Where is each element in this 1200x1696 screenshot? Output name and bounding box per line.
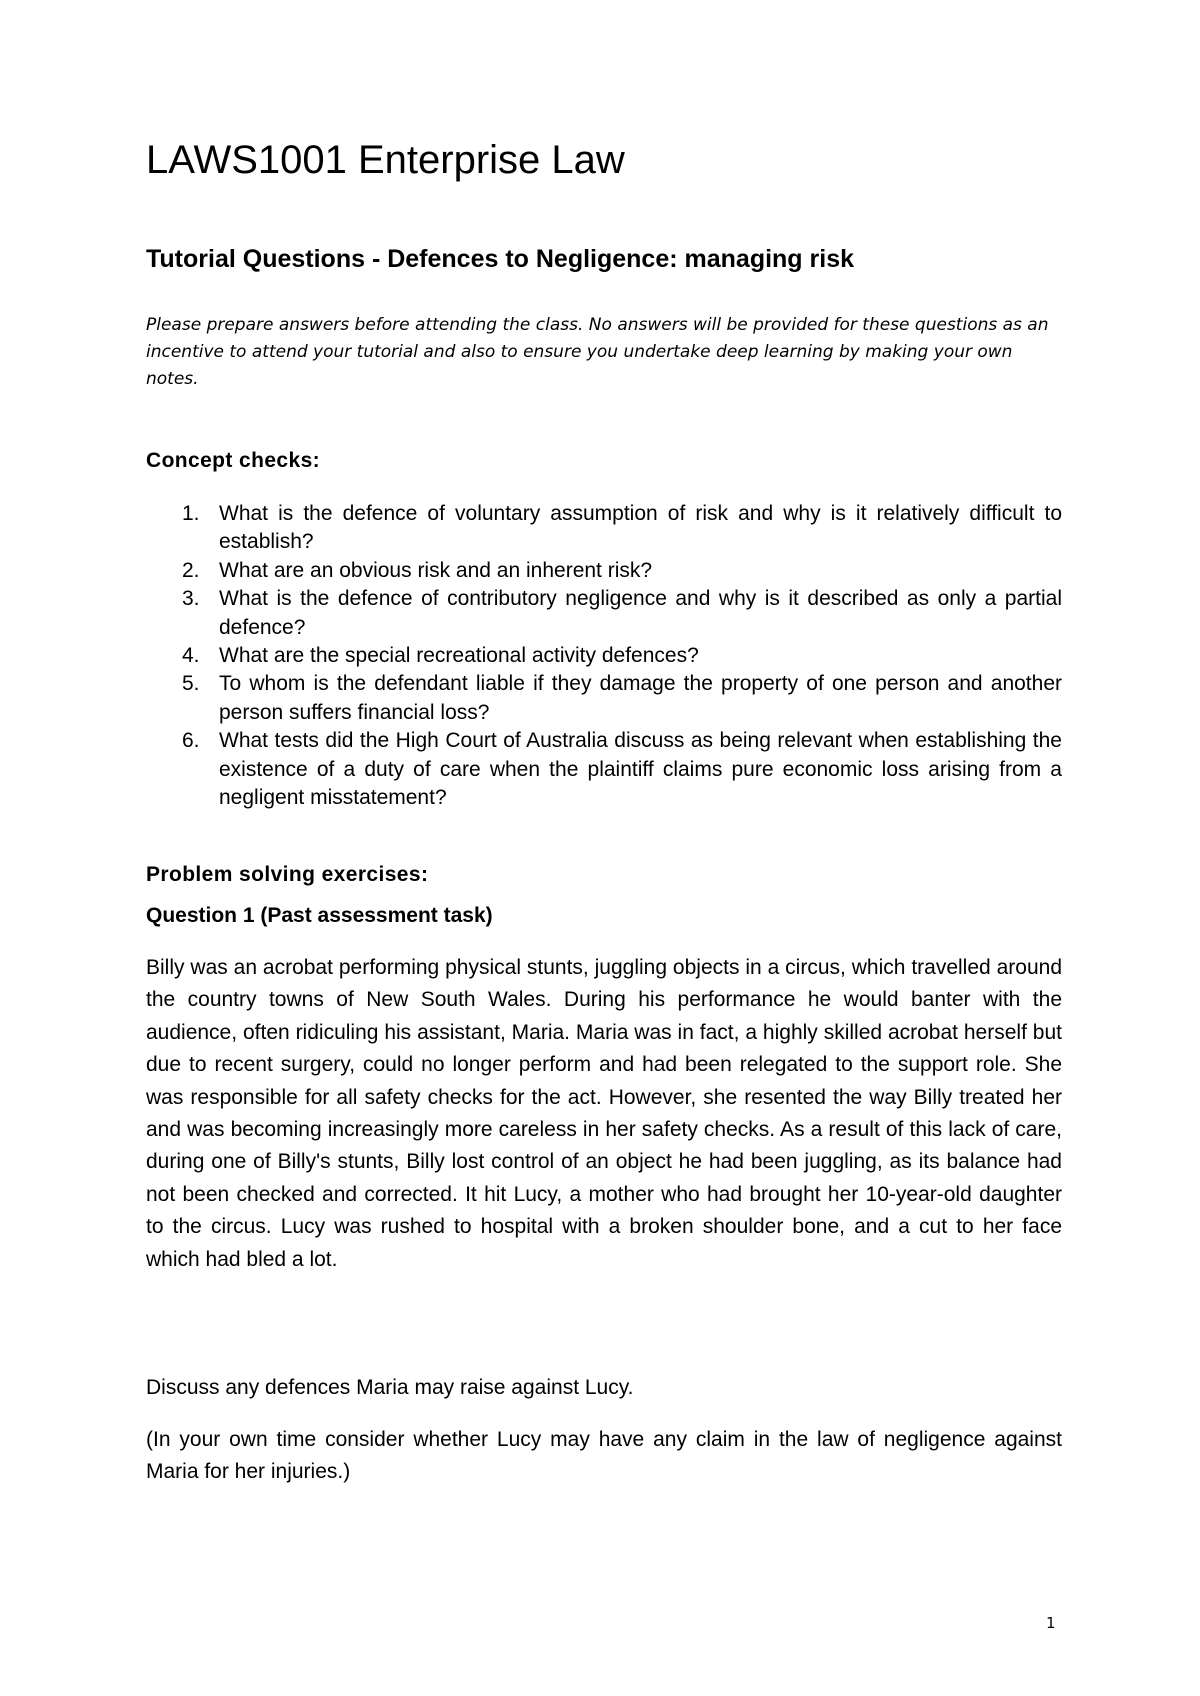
list-item-text: What is the defence of contributory negligence and why is it described as only a partial defence? [219, 587, 1062, 639]
intro-instructions: Please prepare answers before attending the class. No answers will be provided for these questions as an incentive to attend your tutorial and also to ensure you undertake deep learning by making your own notes. [146, 315, 1049, 389]
concept-checks-list [146, 500, 1062, 812]
question-1-heading: Question 1 (Past assessment task) [146, 904, 493, 927]
page-content [146, 136, 1062, 1484]
list-item-text: What tests did the High Court of Australia discuss as being relevant when establishing the existence of a duty of care when the plaintiff claims pure economic loss arising from a negligent misstatement? [219, 729, 1062, 810]
list-item-number: 2. [182, 558, 200, 582]
list-item [146, 642, 1062, 670]
list-item-text: What is the defence of voluntary assumption of risk and why is it relatively difficult to establish? [219, 502, 1062, 554]
list-item-number: 1. [182, 502, 200, 525]
question-1-note: (In your own time consider whether Lucy may have any claim in the law of negligence against Maria for her injuries.) [146, 1428, 1062, 1484]
list-item-text: To whom is the defendant liable if they damage the property of one person and another person suffers financial loss? [219, 672, 1062, 724]
list-item [146, 500, 1062, 557]
list-item-number: 3. [182, 587, 200, 611]
document-title: LAWS1001 Enterprise Law [146, 138, 625, 182]
question-1-task: Discuss any defences Maria may raise against Lucy. [146, 1376, 634, 1399]
list-item [146, 557, 1062, 585]
list-item-text: What are the special recreational activity defences? [219, 644, 699, 668]
list-item-number: 5. [182, 672, 200, 696]
problem-solving-heading: Problem solving exercises: [146, 863, 429, 886]
document-subtitle: Tutorial Questions - Defences to Negligence: managing risk [146, 245, 855, 273]
page-number: 1 [1046, 1614, 1056, 1632]
list-item-number: 6. [182, 729, 200, 753]
list-item-text: What are an obvious risk and an inherent risk? [219, 558, 653, 582]
concept-checks-heading: Concept checks: [146, 449, 321, 472]
list-item [146, 727, 1062, 812]
question-1-scenario: Billy was an acrobat performing physical stunts, juggling objects in a circus, which travelled around the country towns of New South Wales. During his performance he would banter with the audience, often ridiculing his assistant, Maria. Maria was in fact, a highly skilled acrobat herself but due to recent surgery, could no longer perform and had been relegated to the support role. She was responsible for all safety checks for the act. However, she resented the way Billy treated her and was becoming increasingly more careless in her safety checks. As a result of this lack of care, during one of Billy's stunts, Billy lost control of an object he had been juggling, as its balance had not been checked and corrected. It hit Lucy, a mother who had brought her 10-year-old daughter to the circus. Lucy was rushed to hospital with a broken shoulder bone, and a cut to her face which had bled a lot. [146, 956, 1062, 1271]
list-item-number: 4. [182, 644, 200, 668]
list-item [146, 670, 1062, 727]
list-item [146, 585, 1062, 642]
